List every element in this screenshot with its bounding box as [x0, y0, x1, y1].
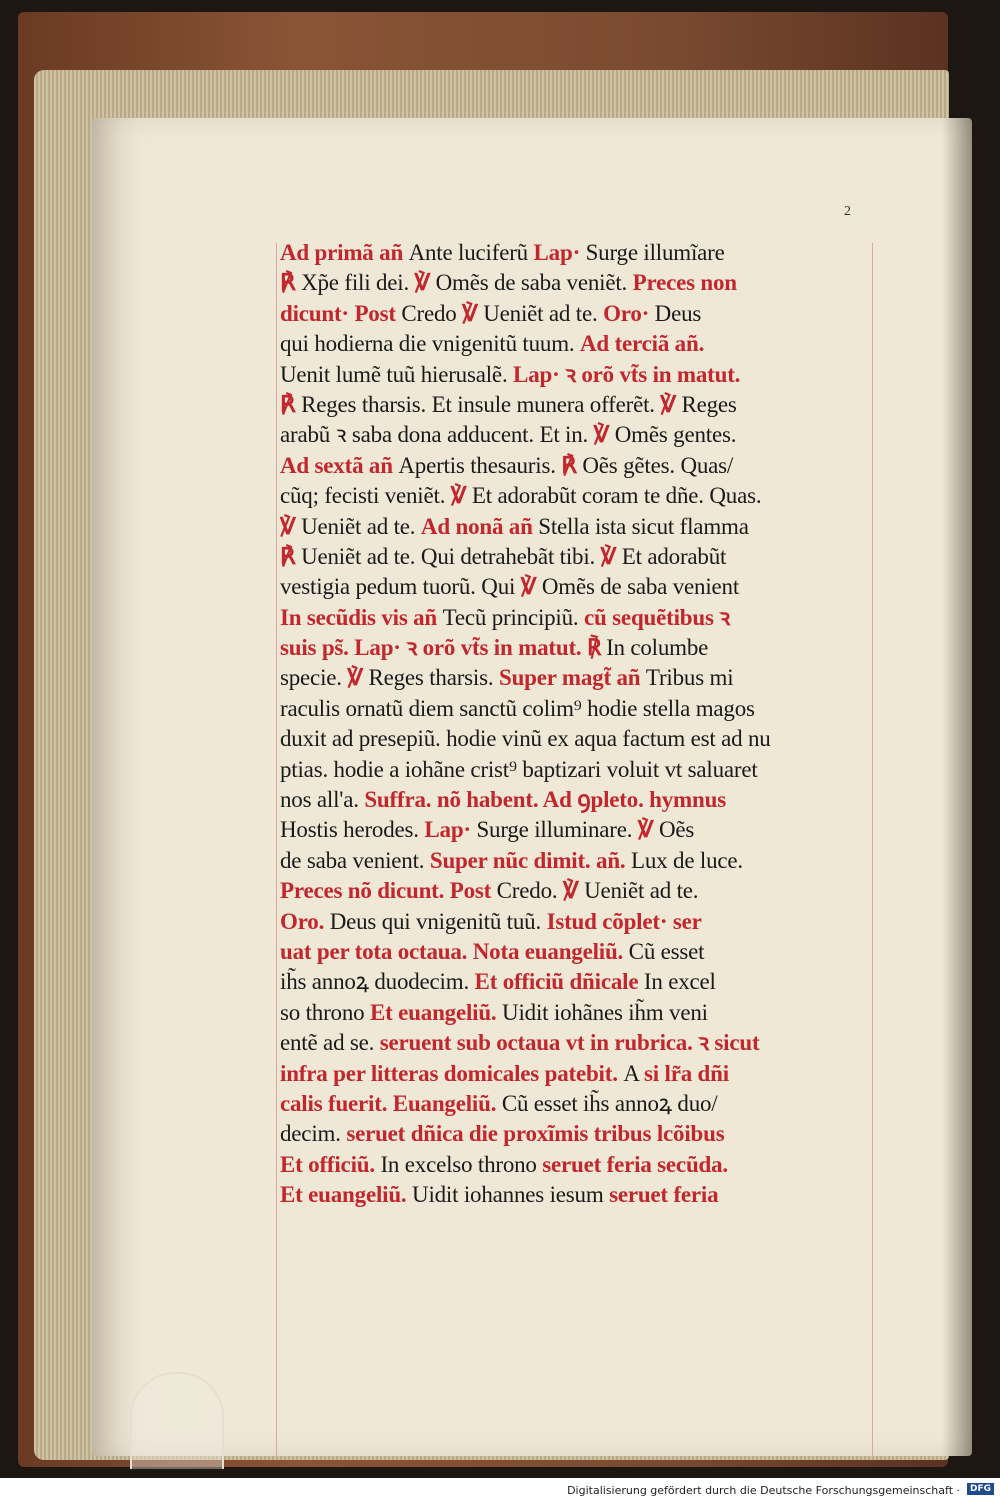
text-line: [280, 360, 875, 390]
text-line: [280, 512, 875, 542]
body-text: Tecũ principiũ.: [442, 604, 585, 630]
page-gutter: [942, 118, 972, 1456]
text-line: [280, 1180, 875, 1210]
rubric-text: ℟: [280, 391, 302, 417]
rubric-text: si lr̃a dñi: [644, 1060, 729, 1086]
text-line: [280, 846, 875, 876]
text-line: [280, 1059, 875, 1089]
rubric-text: ℣: [414, 270, 436, 296]
dfg-logo: DFG: [967, 1483, 994, 1495]
body-text: In excel: [643, 969, 716, 995]
rubric-text: dicunt· Post: [280, 300, 402, 326]
rubric-text: Et euangeliũ.: [370, 999, 503, 1025]
footer-bar: [0, 1478, 1000, 1503]
body-text: Deus qui vnigenitũ tuũ.: [329, 908, 547, 934]
text-line: [280, 967, 875, 997]
rubric-text: Oro·: [603, 300, 655, 326]
text-line: [280, 694, 875, 724]
body-text: Deus: [654, 300, 702, 326]
text-line: [280, 1089, 875, 1119]
body-text: Ueniẽt ad te.: [483, 300, 604, 326]
body-text: Cũ esset ih̃s annoꝝ duo/: [501, 1090, 718, 1116]
text-line: [280, 390, 875, 420]
text-line: [280, 329, 875, 359]
body-text: Uenit lumẽ tuũ hierusalẽ.: [280, 361, 514, 387]
body-text: Reges: [681, 391, 737, 417]
rubric-text: Ad terciã añ.: [580, 331, 705, 357]
body-text: entẽ ad se.: [280, 1030, 380, 1056]
body-text: vestigia pedum tuorũ. Qui: [280, 574, 521, 600]
rubric-text: ℣: [600, 543, 622, 569]
body-text: Et adorabũt coram te dñe. Quas.: [471, 483, 762, 509]
body-text: Ueniẽt ad te.: [301, 513, 421, 539]
body-text: ih̃s annoꝝ duodecim.: [280, 969, 475, 995]
rubric-text: Super magt̃ añ: [498, 665, 646, 691]
text-block: [280, 238, 875, 1211]
text-line: [280, 1028, 875, 1058]
body-text: Omẽs de saba venient: [541, 574, 740, 600]
body-text: Et adorabũt: [621, 543, 727, 569]
body-text: Uidit iohãnes ih̃m veni: [502, 999, 708, 1025]
body-text: In excelso throno: [380, 1151, 543, 1177]
rubric-text: ℣: [637, 817, 659, 843]
rubric-text: Oro.: [280, 908, 330, 934]
text-line: [280, 815, 875, 845]
text-line: [280, 724, 875, 754]
text-line: [280, 876, 875, 906]
rubric-text: Lap·: [533, 240, 586, 265]
text-line: [280, 785, 875, 815]
text-line: [280, 572, 875, 602]
body-text: Reges tharsis. Et insule munera offerẽt.: [301, 391, 661, 417]
body-text: Oẽs gẽtes. Quas/: [582, 452, 734, 478]
body-text: ptias. hodie a iohãne crist⁹ baptizari voluit vt saluaret: [280, 756, 758, 782]
body-text: Ante luciferũ: [408, 240, 534, 265]
body-text: Reges tharsis.: [368, 665, 499, 691]
rubric-text: Super nũc dimit. añ.: [429, 847, 632, 873]
rubric-text: seruet dñica die proxĩmis tribus lcõibus: [346, 1121, 725, 1147]
rubric-text: Et officiũ dñicale: [474, 969, 644, 995]
body-text: Omẽs gentes.: [614, 422, 737, 448]
body-text: qui hodierna die vnigenitũ tuum.: [280, 331, 581, 357]
body-text: Ueniẽt ad te.: [584, 878, 699, 904]
body-text: Surge illuminare.: [476, 817, 638, 843]
rubric-text: ℣: [562, 878, 585, 904]
body-text: In columbe: [606, 635, 709, 661]
rubric-text: Lap· ꝛ orõ vt̃s in matut.: [513, 361, 741, 387]
book-page: [92, 118, 972, 1456]
body-text: Oẽs: [658, 817, 695, 843]
text-line: [280, 603, 875, 633]
rubric-text: ℟: [280, 543, 302, 569]
rubric-text: In secũdis vis añ: [280, 604, 443, 630]
rubric-text: cũ sequẽtibus ꝛ: [584, 604, 730, 630]
rubric-text: suis ps̃. Lap· ꝛ orõ vt̃s in matut. ℟: [280, 635, 607, 661]
text-line: [280, 1119, 875, 1149]
rubric-text: ℣: [280, 513, 302, 539]
rubric-text: Et officiũ.: [280, 1151, 381, 1177]
rubric-text: seruet feria: [609, 1182, 719, 1208]
text-line: [280, 1150, 875, 1180]
text-line: [280, 937, 875, 967]
text-line: [280, 268, 875, 298]
text-line: [280, 998, 875, 1028]
body-text: duxit ad presepiũ. hodie vinũ ex aqua factum est ad nu: [280, 726, 771, 752]
rubric-text: uat per tota octaua. Nota euangeliũ.: [280, 938, 629, 964]
text-line: [280, 420, 875, 450]
body-text: raculis ornatũ diem sanctũ colim⁹ hodie stella magos: [280, 695, 755, 721]
text-line: [280, 755, 875, 785]
text-line: [280, 542, 875, 572]
rubric-text: Ad primã añ: [280, 240, 409, 265]
rubric-text: infra per litteras domicales patebit.: [280, 1060, 624, 1086]
body-text: arabũ ꝛ saba dona adducent. Et in.: [280, 422, 594, 448]
rubric-text: Istud cõplet· ser: [546, 908, 702, 934]
body-text: Tribus mi: [645, 665, 734, 691]
rubric-text: Lap·: [424, 817, 477, 843]
rubric-text: ℟: [561, 452, 583, 478]
text-line: [280, 238, 875, 268]
body-text: Credo: [401, 300, 463, 326]
rubric-text: seruet feria secũda.: [542, 1151, 728, 1177]
rubric-text: Suffra. nõ habent. Ad ꝯpleto. hymnus: [364, 787, 726, 813]
text-line: [280, 633, 875, 663]
body-text: Hostis herodes.: [280, 817, 425, 843]
digitization-credit: Digitalisierung gefördert durch die Deutsche Forschungsgemeinschaft ·: [567, 1484, 960, 1497]
body-text: cũq; fecisti veniẽt.: [280, 483, 451, 509]
rubric-text: ℣: [450, 483, 472, 509]
rubric-text: ℟: [280, 270, 302, 296]
rubric-text: Preces nõ dicunt. Post: [280, 878, 497, 904]
rubric-text: calis fuerit. Euangeliũ.: [280, 1090, 502, 1116]
text-line: [280, 299, 875, 329]
body-text: Surge illumĩare: [585, 240, 725, 265]
body-text: Xp̃e fili dei.: [301, 270, 415, 296]
body-text: Lux de luce.: [631, 847, 743, 873]
rubric-text: ℣: [347, 665, 369, 691]
rubric-text: Ad sextã añ: [280, 452, 399, 478]
rubric-text: ℣: [520, 574, 542, 600]
body-text: Omẽs de saba veniẽt.: [435, 270, 633, 296]
body-text: Cũ esset: [628, 938, 705, 964]
rubric-text: ℣: [593, 422, 615, 448]
body-text: Ueniẽt ad te. Qui detrahebãt tibi.: [301, 543, 601, 569]
rubric-text: Et euangeliũ.: [280, 1182, 413, 1208]
body-text: nos all'a.: [280, 787, 365, 813]
rubric-text: seruent sub octaua vt in rubrica. ꝛ sicut: [379, 1030, 760, 1056]
rubric-text: ℣: [660, 391, 682, 417]
thumb-index-tab: [130, 1372, 224, 1469]
folio-number: 2: [844, 204, 851, 219]
text-line: [280, 663, 875, 693]
body-text: so throno: [280, 999, 371, 1025]
text-line: [280, 481, 875, 511]
body-text: Stella ista sicut flamma: [538, 513, 749, 539]
body-text: decim.: [280, 1121, 347, 1147]
body-text: de saba venient.: [280, 847, 430, 873]
body-text: specie.: [280, 665, 348, 691]
rubric-text: Preces non: [632, 270, 737, 296]
rubric-text: Ad nonã añ: [420, 513, 539, 539]
text-line: [280, 451, 875, 481]
body-text: Credo.: [496, 878, 563, 904]
body-text: Apertis thesauris.: [398, 452, 562, 478]
body-text: Uidit iohannes iesum: [412, 1182, 610, 1208]
body-text: A: [623, 1060, 645, 1086]
rubric-text: ℣: [462, 300, 484, 326]
text-line: [280, 907, 875, 937]
